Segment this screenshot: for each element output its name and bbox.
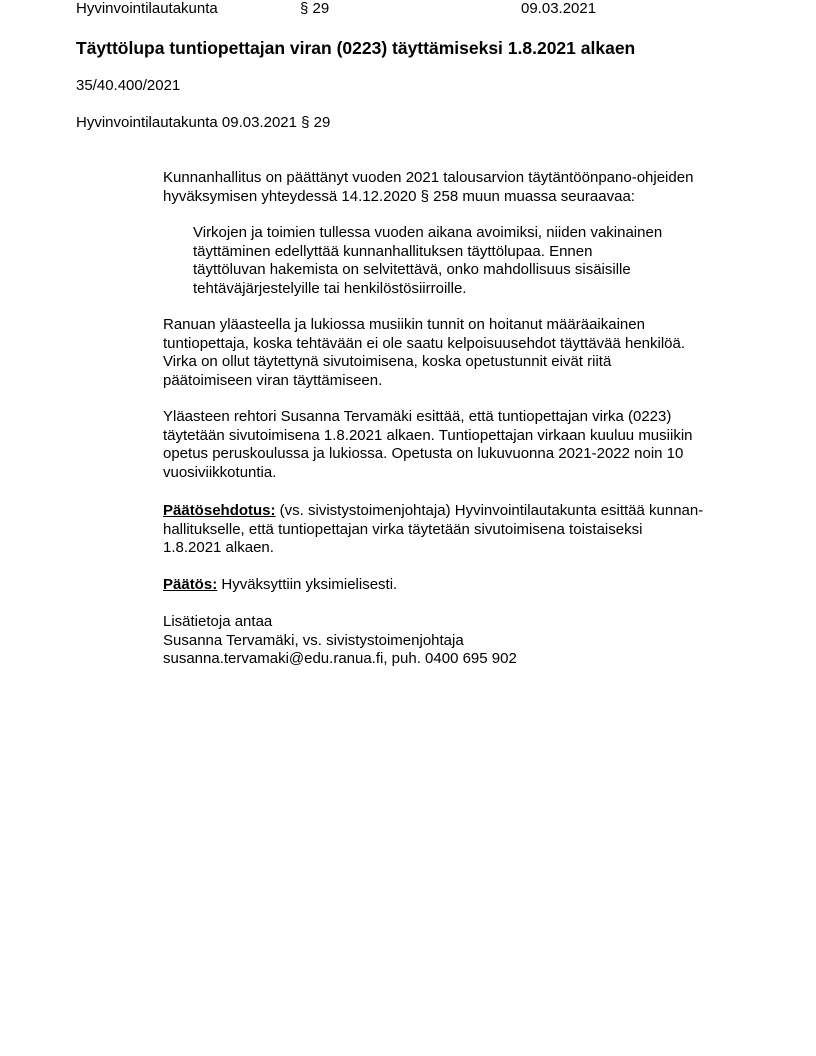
paragraph-line: opetus peruskoulussa ja lukiossa. Opetusta on lukuvuonna 2021-2022 noin 10 bbox=[163, 445, 684, 462]
paragraph-line: Kunnanhallitus on päättänyt vuoden 2021 talousarvion täytäntöönpano-ohjeiden bbox=[163, 169, 694, 186]
paragraph-principal-proposal bbox=[163, 408, 763, 482]
decision bbox=[163, 576, 763, 595]
header-section: § 29 bbox=[300, 0, 330, 17]
proposal-label: Päätösehdotus: bbox=[163, 502, 276, 519]
quote-line: täyttöluvan hakemista on selvitettävä, onko mahdollisuus sisäisille bbox=[193, 261, 631, 278]
contact-info bbox=[163, 613, 763, 669]
paragraph-line: hyväksymisen yhteydessä 14.12.2020 § 258 muun muassa seuraavaa: bbox=[163, 187, 635, 205]
quoted-guideline bbox=[193, 224, 753, 298]
contact-details: susanna.tervamaki@edu.ranua.fi, puh. 0400 695 902 bbox=[163, 650, 517, 667]
paragraph-background bbox=[163, 169, 763, 206]
paragraph-line: Virka on ollut täytettynä sivutoimisena, koska opetustunnit eivät riitä bbox=[163, 353, 612, 370]
proposal-text: (vs. sivistystoimenjohtaja) Hyvinvointilautakunta esittää kunnan- bbox=[275, 502, 704, 519]
paragraph-line: täytetään sivutoimisena 1.8.2021 alkaen. Tuntiopettajan virkaan kuuluu musiikin bbox=[163, 426, 693, 444]
header-date: 09.03.2021 bbox=[521, 0, 597, 17]
proposal-line: 1.8.2021 alkaen. bbox=[163, 539, 274, 556]
decision-line bbox=[163, 576, 763, 595]
decision-proposal bbox=[163, 502, 763, 558]
paragraph-situation bbox=[163, 316, 763, 390]
contact-person: Susanna Tervamäki, vs. sivistystoimenjohtaja bbox=[163, 631, 464, 649]
diary-number: 35/40.400/2021 bbox=[76, 77, 181, 94]
quote-line: Virkojen ja toimien tullessa vuoden aikana avoimiksi, niiden vakinainen bbox=[193, 224, 663, 241]
paragraph-line: vuosiviikkotuntia. bbox=[163, 463, 277, 481]
paragraph-line: Yläasteen rehtori Susanna Tervamäki esittää, että tuntiopettajan virka (0223) bbox=[163, 408, 672, 425]
proposal-line bbox=[163, 502, 763, 521]
decision-text: Hyväksyttiin yksimielisesti. bbox=[217, 576, 398, 593]
page-title: Täyttölupa tuntiopettajan viran (0223) täyttämiseksi 1.8.2021 alkaen bbox=[76, 38, 636, 58]
contact-intro: Lisätietoja antaa bbox=[163, 613, 273, 630]
decision-label: Päätös: bbox=[163, 576, 218, 593]
quote-line: tehtäväjärjestelyille tai henkilöstösiirroille. bbox=[193, 279, 467, 297]
meeting-reference: Hyvinvointilautakunta 09.03.2021 § 29 bbox=[76, 114, 331, 131]
quote-line: täyttäminen edellyttää kunnanhallituksen täyttölupaa. Ennen bbox=[193, 242, 593, 260]
header-organ: Hyvinvointilautakunta bbox=[76, 0, 218, 17]
proposal-line: hallitukselle, että tuntiopettajan virka täytetään sivutoimisena toistaiseksi bbox=[163, 520, 643, 538]
paragraph-line: Ranuan yläasteella ja lukiossa musiikin tunnit on hoitanut määräaikainen bbox=[163, 316, 645, 333]
paragraph-line: päätoimiseen viran täyttämiseen. bbox=[163, 371, 383, 389]
paragraph-line: tuntiopettaja, koska tehtävään ei ole saatu kelpoisuusehdot täyttävää henkilöä. bbox=[163, 334, 686, 352]
